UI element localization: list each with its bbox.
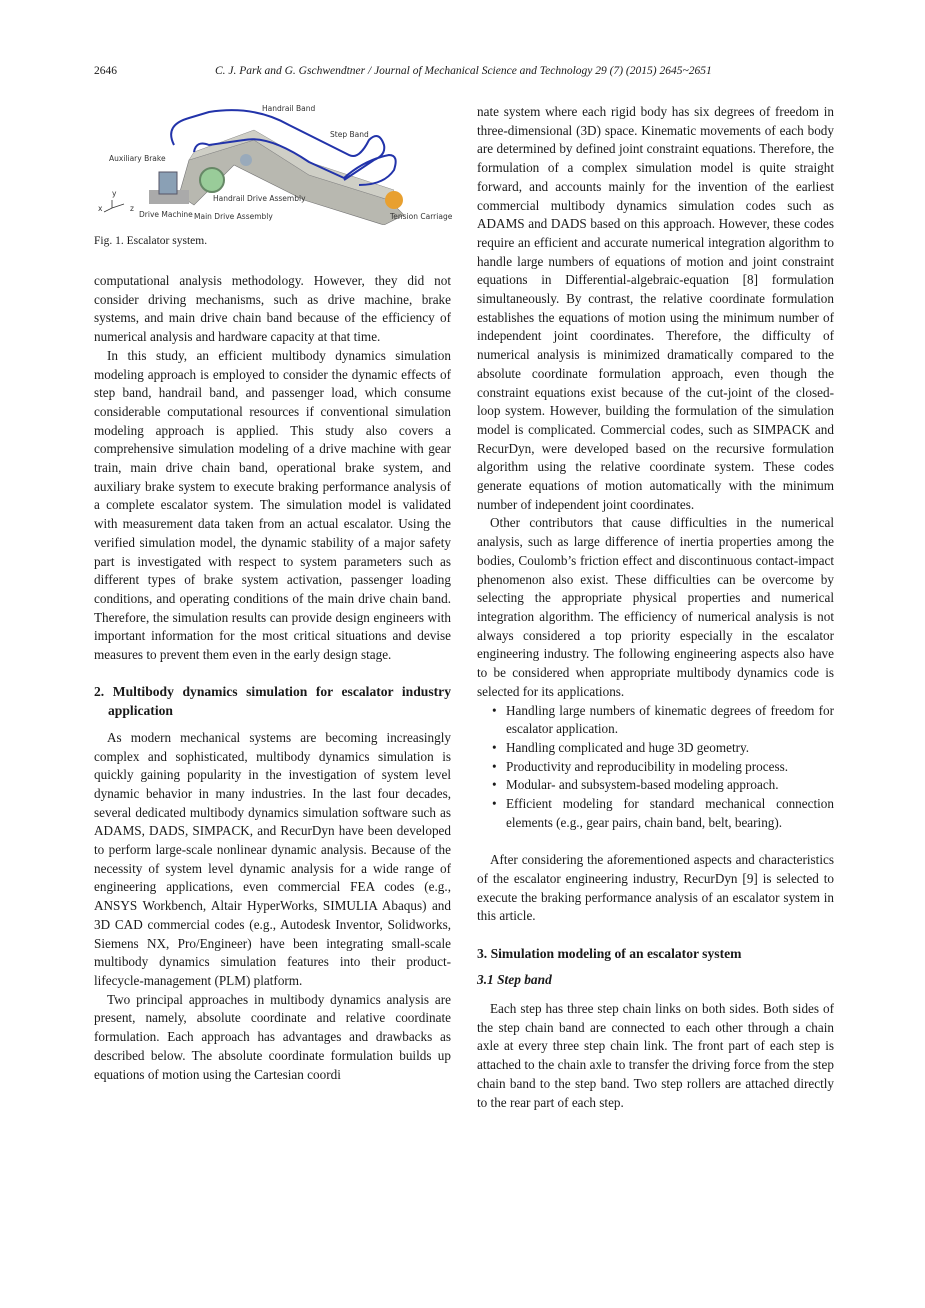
- page-number: 2646: [94, 65, 117, 77]
- running-title: C. J. Park and G. Gschwendtner / Journal of Mechanical Science and Technology 29 (7) (2015) 2645~2651: [215, 65, 712, 77]
- list-item: • Efficient modeling for standard mechanical connection elements (e.g., gear pairs, chain band, belt, bearing).: [477, 795, 834, 832]
- list-item: • Modular- and subsystem-based modeling approach.: [477, 776, 834, 795]
- label-handrail-drive: Handrail Drive Assembly: [213, 194, 306, 203]
- figure-escalator: [94, 100, 454, 225]
- right-column: [477, 103, 834, 1112]
- left-column: [94, 272, 451, 1084]
- paragraph: As modern mechanical systems are becoming increasingly complex and sophisticated, multibody dynamics simulation is quickly gaining popularity in the investigation of system level dynamic behavior in many industries. In the last four decades, several dedicated multibody dynamics simulation software such as ADAMS, DADS, SIMPACK, and RecurDyn have been developed to perform large-scale nonlinear dynamic analysis. Because of the necessity of system level dynamic analysis for a wide range of engineering applications, even commercial FEA codes (e.g., ANSYS Workbench, Altair HyperWorks, SIMULIA Abaqus) and 3D CAD commercial codes (e.g., Autodesk Inventor, Solidworks, Siemens NX, Pro/Engineer) have been integrating small-scale multibody dynamics simulation features into their product-lifecycle-management (PLM) platform.: [94, 729, 451, 988]
- label-step-band: Step Band: [330, 130, 369, 139]
- label-drive-machine: Drive Machine: [139, 210, 193, 219]
- figure-caption: Fig. 1. Escalator system.: [94, 235, 208, 247]
- paragraph: computational analysis methodology. However, they did not consider driving mechanisms, such as drive machine, brake systems, and main drive chain band because of the efficiency of numerical analysis and hardware capacity at that time.: [94, 273, 451, 345]
- paragraph: nate system where each rigid body has six degrees of freedom in three-dimensional (3D) space. Kinematic movements of each body are determined by defined joint constraint equations. Therefore, the formulation of a complex simulation model is quite straight forward, and accounts mainly for the invention of the earliest commercial multibody dynamics simulation codes such as ADAMS and DADS based on this approach. However, these codes require an efficient and accurate numerical integration algorithm to handle large numbers of equations of motion and joint constraint equations in Differential-algebraic-equation [8] formulation simultaneously. By contrast, the relative coordinate formulation establishes the equations of motion using the minimum number of independent joint coordinates. Therefore, the difficulty of numerical analysis is minimized dramatically compared to the absolute coordinate formulation approach, even though the constraint equations exist because of the cut-joint of the closed-loop system. However, building the formulation of the simulation model is complicated. Commercial codes, such as SIMPACK and RecurDyn, were developed based on the recursive formulation algorithm using the relative coordinate system. These codes generate equations of motion automatically with the minimum number of independent joint coordinates.: [477, 104, 834, 512]
- label-tension-carriage: Tension Carriage: [390, 212, 453, 221]
- label-main-drive: Main Drive Assembly: [194, 212, 273, 221]
- label-auxiliary-brake: Auxiliary Brake: [109, 154, 166, 163]
- subsection-heading-3-1: 3.1 Step band: [477, 972, 552, 988]
- list-item: • Productivity and reproducibility in modeling process.: [477, 758, 834, 777]
- axis-x: x: [98, 204, 103, 213]
- paragraph: Each step has three step chain links on both sides. Both sides of the step chain band are connected to each other through a chain axle at every three step chain link. The front part of each step is attached to the chain axle to transfer the driving force from the step chain band to the step band. Two step rollers are attached directly to the rear part of each step.: [477, 1001, 834, 1110]
- label-handrail-band: Handrail Band: [262, 104, 316, 113]
- list-item: • Handling complicated and huge 3D geometry.: [477, 739, 834, 758]
- paragraph: Other contributors that cause difficulties in the numerical analysis, such as large difference of inertia properties among the bodies, Coulomb’s friction effect and discontinuous contact-impact phenomenon also exist. These difficulties can be overcome by selecting the appropriate physical properties and numerical integration algorithm. The efficiency of numerical analysis is not always considered a top priority especially in the escalator engineering industry. The following engineering aspects also have to be considered when appropriate multibody dynamics code is selected for its applications.: [477, 515, 834, 699]
- section-heading-2: 2. Multibody dynamics simulation for escalator industry application: [94, 684, 451, 719]
- axis-z: z: [130, 204, 134, 213]
- paragraph: After considering the aforementioned aspects and characteristics of the escalator engineering industry, RecurDyn [9] is selected to execute the braking performance analysis of an escalator system in this article.: [477, 852, 834, 924]
- axis-y: y: [112, 189, 117, 198]
- paragraph: In this study, an efficient multibody dynamics simulation modeling approach is employed to consider the dynamic effects of step band, handrail band, and passenger load, which consume considerable computational resources if conventional simulation modeling approach is applied. This study also covers a comprehensive simulation modeling of a drive machine with gear train, main drive chain band, operational brake system, and auxiliary brake system to execute braking performance analysis of a complete escalator system. The simulation model is validated with measurement data taken from an actual escalator. Using the verified simulation model, the dynamic stability of a major safety part is investigated with respect to system parameters such as different types of brake system activation, passenger loading conditions, and operating conditions of the main drive chain band. Therefore, the simulation results can provide design engineers with important information for the most critical situations and devise measures to prevent them even in the early design stage.: [94, 347, 451, 663]
- section-heading-3: 3. Simulation modeling of an escalator system: [477, 945, 742, 961]
- bullet-list: [477, 702, 834, 833]
- list-item: • Handling large numbers of kinematic degrees of freedom for escalator application.: [477, 702, 834, 739]
- paragraph: Two principal approaches in multibody dynamics analysis are present, namely, absolute coordinate and relative coordinate formulation. Each approach has advantages and drawbacks as described below. The absolute coordinate formulation builds up equations of motion using the Cartesian coordi: [94, 991, 451, 1082]
